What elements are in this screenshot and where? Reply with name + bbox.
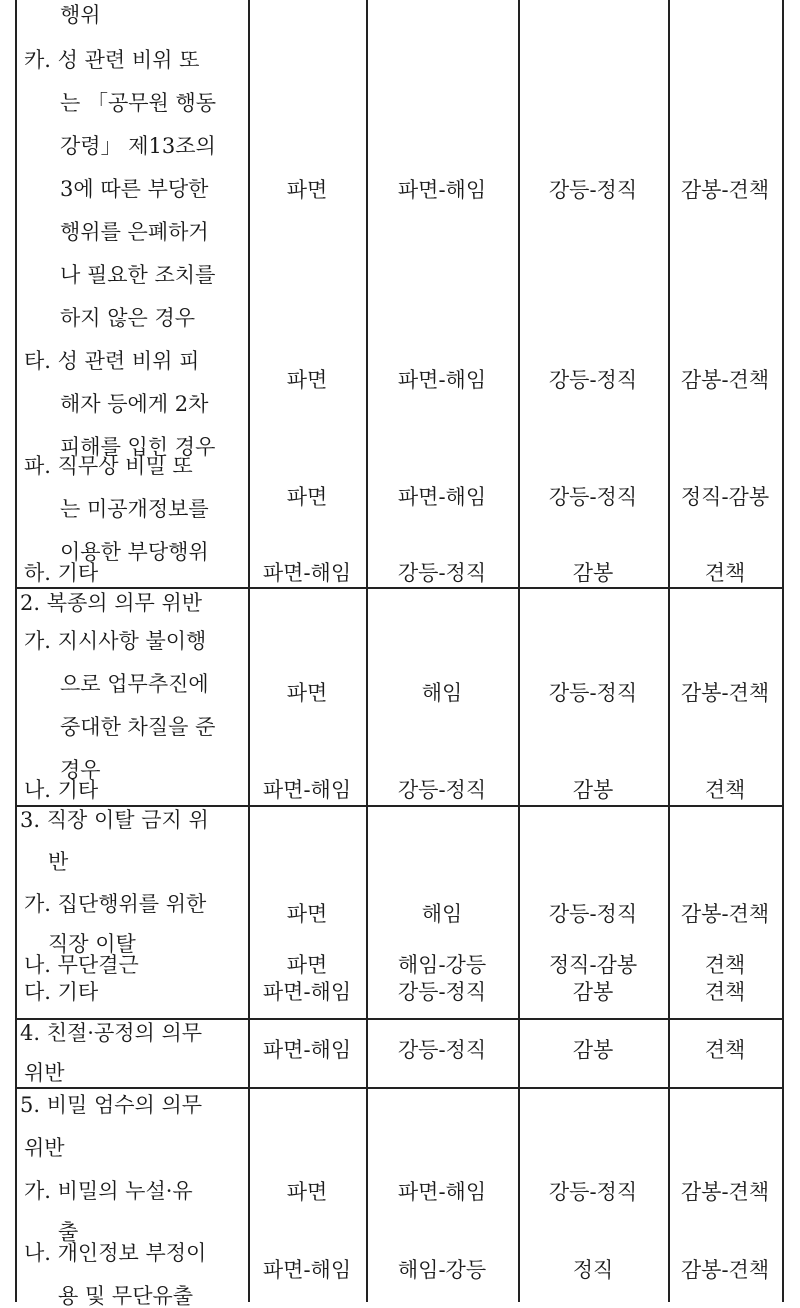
penalty-cell: 파면: [286, 902, 328, 926]
column-divider: [366, 0, 368, 1302]
violation-text: 는 미공개정보를: [60, 497, 209, 521]
violation-text: 는 「공무원 행동: [60, 91, 217, 115]
table-border-right: [782, 0, 784, 1302]
penalty-cell: 감봉-견책: [680, 368, 770, 392]
violation-text: 으로 업무추진에: [60, 672, 209, 696]
violation-text: 가. 집단행위를 위한: [24, 892, 207, 916]
column-divider: [668, 0, 670, 1302]
violation-text: 반: [48, 850, 69, 874]
penalty-cell: 파면: [286, 368, 328, 392]
penalty-cell: 파면: [286, 953, 328, 977]
penalty-cell: 강등-정직: [548, 368, 638, 392]
penalty-cell: 파면: [286, 485, 328, 509]
violation-text: 파. 직무상 비밀 또: [24, 454, 193, 478]
section-divider: [16, 805, 782, 807]
penalty-cell: 견책: [704, 1038, 746, 1062]
table-border-left: [15, 0, 17, 1302]
penalty-cell: 견책: [704, 561, 746, 585]
column-divider: [518, 0, 520, 1302]
penalty-cell: 강등-정직: [548, 485, 638, 509]
penalty-cell: 감봉-견책: [680, 1180, 770, 1204]
penalty-cell: 견책: [704, 778, 746, 802]
violation-text: 경우: [60, 758, 101, 782]
penalty-cell: 해임-강등: [397, 1258, 487, 1282]
penalty-cell: 파면-해임: [397, 1180, 487, 1204]
violation-text: 위반: [24, 1136, 65, 1160]
penalty-cell: 파면-해임: [397, 368, 487, 392]
penalty-cell: 강등-정직: [397, 1038, 487, 1062]
penalty-cell: 견책: [704, 953, 746, 977]
penalty-cell: 파면-해임: [397, 485, 487, 509]
penalty-cell: 강등-정직: [548, 681, 638, 705]
penalty-cell: 감봉-견책: [680, 681, 770, 705]
penalty-cell: 강등-정직: [397, 561, 487, 585]
penalty-cell: 파면: [286, 178, 328, 202]
penalty-cell: 강등-정직: [548, 902, 638, 926]
penalty-cell: 감봉-견책: [680, 1258, 770, 1282]
violation-text: 하. 기타: [24, 561, 99, 585]
penalty-cell: 해임-강등: [397, 953, 487, 977]
violation-text: 용 및 무단유출: [58, 1284, 194, 1308]
penalty-cell: 감봉: [572, 561, 614, 585]
violation-text: 나 필요한 조치를: [60, 263, 216, 287]
penalty-cell: 강등-정직: [548, 1180, 638, 1204]
section-divider: [16, 587, 782, 589]
violation-text: 나. 기타: [24, 778, 99, 802]
penalty-cell: 감봉: [572, 778, 614, 802]
section-divider: [16, 1018, 782, 1020]
section-divider: [16, 1087, 782, 1089]
penalty-cell: 파면: [286, 681, 328, 705]
violation-text: 하지 않은 경우: [60, 306, 196, 330]
penalty-cell: 파면-해임: [262, 778, 352, 802]
penalty-cell: 감봉: [572, 980, 614, 1004]
penalty-cell: 정직-감봉: [680, 485, 770, 509]
violation-text: 4. 친절·공정의 의무: [20, 1021, 203, 1045]
penalty-cell: 감봉-견책: [680, 178, 770, 202]
violation-text: 직장 이탈: [48, 932, 136, 956]
violation-text: 해자 등에게 2차: [60, 392, 209, 416]
violation-text: 가. 지시사항 불이행: [24, 629, 207, 653]
violation-text: 2. 복종의 의무 위반: [20, 591, 203, 615]
violation-text: 3. 직장 이탈 금지 위: [20, 808, 209, 832]
violation-text: 강령」 제13조의: [60, 134, 216, 158]
violation-text: 피해를 입힌 경우: [60, 435, 216, 459]
violation-text: 다. 기타: [24, 980, 99, 1004]
penalty-cell: 파면-해임: [262, 1038, 352, 1062]
violation-text: 행위를 은폐하거: [60, 220, 209, 244]
violation-text: 이용한 부당행위: [60, 540, 209, 564]
violation-text: 나. 개인정보 부정이: [24, 1241, 207, 1265]
violation-text: 카. 성 관련 비위 또: [24, 48, 200, 72]
penalty-cell: 강등-정직: [548, 178, 638, 202]
penalty-cell: 파면: [286, 1180, 328, 1204]
violation-text: 가. 비밀의 누설·유: [24, 1179, 193, 1203]
penalty-cell: 파면-해임: [262, 980, 352, 1004]
penalty-cell: 감봉-견책: [680, 902, 770, 926]
penalty-cell: 파면-해임: [397, 178, 487, 202]
penalty-cell: 파면-해임: [262, 561, 352, 585]
violation-text: 행위: [60, 3, 101, 27]
penalty-cell: 정직-감봉: [548, 953, 638, 977]
violation-text: 5. 비밀 엄수의 의무: [20, 1093, 203, 1117]
violation-text: 출: [58, 1220, 79, 1244]
violation-text: 위반: [24, 1061, 65, 1085]
penalty-cell: 감봉: [572, 1038, 614, 1062]
violation-text: 3에 따른 부당한: [60, 177, 209, 201]
penalty-cell: 강등-정직: [397, 980, 487, 1004]
penalty-cell: 강등-정직: [397, 778, 487, 802]
violation-text: 타. 성 관련 비위 피: [24, 349, 200, 373]
violation-text: 나. 무단결근: [24, 953, 139, 977]
penalty-cell: 해임: [421, 681, 463, 705]
penalty-cell: 파면-해임: [262, 1258, 352, 1282]
penalty-cell: 견책: [704, 980, 746, 1004]
column-divider: [248, 0, 250, 1302]
penalty-cell: 정직: [572, 1258, 614, 1282]
penalty-cell: 해임: [421, 902, 463, 926]
violation-text: 중대한 차질을 준: [60, 715, 216, 739]
